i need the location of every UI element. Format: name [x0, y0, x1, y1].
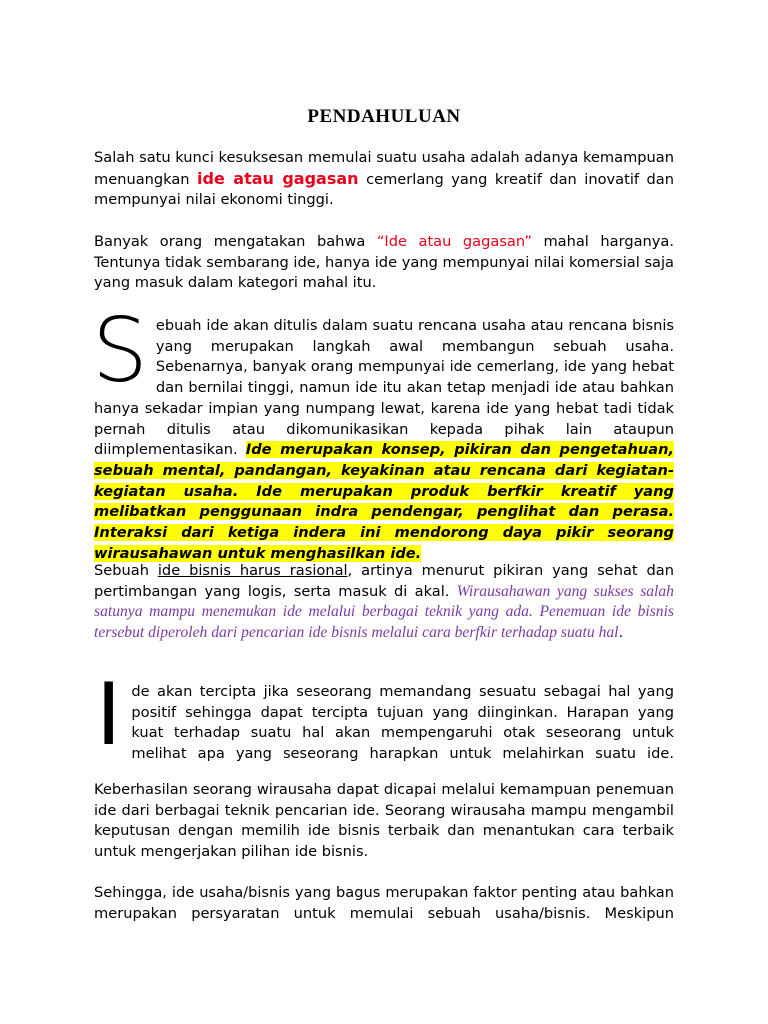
underlined-phrase: ide bisnis harus rasional — [157, 562, 348, 579]
paragraph-intro-text-end: cemerlang yang kreatif dan inovatif dan mempunyai nilai ekonomi tinggi. — [94, 170, 674, 209]
drop-cap-s: S — [92, 299, 148, 402]
purple-italic-phrase: Wirausahawan yang sukses salah satunya mampu menemukan ide melalui berbagai teknik yang ada. Penemuan ide bisnis tersebut diperoleh dari pencarian ide bisnis melalui cara berfkir terhadap suatu hal — [94, 582, 674, 642]
paragraph-rational-text: Sebuah — [94, 562, 158, 579]
paragraph-success — [94, 780, 674, 863]
paragraph-success-text: Keberhasilan seorang wirausaha dapat dicapai melalui kemampuan penemuan ide dari berbagai teknik pencarian ide. Seorang wirausaha mampu mengambil keputusan dengan memilih ide bisnis terbaik dan menantukan cara terbaik untuk mengerjakan pilihan ide bisnis. — [94, 781, 674, 861]
paragraph-conclusion-text: Sehingga, ide usaha/bisnis yang bagus merupakan faktor penting atau bahkan merupakan persyaratan untuk memulai sebuah usaha/bisnis. Meskipun — [94, 884, 674, 922]
red-bold-phrase: ide atau gagasan — [197, 168, 359, 188]
paragraph-value-text: Banyak orang mengatakan bahwa — [94, 233, 377, 250]
highlighted-definition: Ide merupakan konsep, pikiran dan pengetahuan, sebuah mental, pandangan, keyakinan atau rencana dari kegiatan-kegiatan usaha. Ide merupakan produk berfkir kreatif yang melibatkan penggunaan indra pendengar, penglihat dan perasa. Interaksi dari ketiga indera ini mendorong daya pikir seorang wirausahawan untuk menghasilkan ide. — [94, 441, 675, 562]
paragraph-value — [94, 232, 674, 294]
paragraph-rational-text-end: . — [618, 624, 624, 642]
paragraph-rational-text-middle: , artinya menurut pikiran yang sehat dan pertimbangan yang logis, serta masuk di akal. — [94, 562, 674, 600]
paragraph-value-text-end: mahal harganya. Tentunya tidak sembarang ide, hanya ide yang mempunyai nilai komersial saja yang masuk dalam kategori mahal itu. — [94, 233, 675, 292]
paragraph-positive-mind-text: de akan tercipta jika seseorang memandang sesuatu sebagai hal yang positif sehingga dapat tercipta tujuan yang diinginkan. Harapan yang kuat terhadap suatu hal akan mempengaruhi otak seseorang untuk melihat apa yang seseorang harapkan untuk melahirkan suatu ide. — [131, 683, 674, 763]
paragraph-intro — [94, 148, 674, 211]
paragraph-conclusion — [94, 883, 674, 924]
paragraph-business-plan-text: ebuah ide akan ditulis dalam suatu rencana usaha atau rencana bisnis yang merupakan langkah awal membangun sebuah usaha. Sebenarnya, banyak orang mempunyai ide cemerlang, ide yang hebat dan bernilai tinggi, namun ide itu akan tetap menjadi ide atau bahkan hanya sekadar impian yang numpang lewat, karena ide yang hebat tadi tidak pernah ditulis atau dikomunikasikan kepada pihak lain ataupun diimplementasikan. — [94, 317, 674, 459]
paragraph-intro-text: Salah satu kunci kesuksesan memulai suatu usaha adalah adanya kemampuan menuangkan — [94, 149, 674, 188]
red-quoted-phrase: “Ide atau gagasan” — [376, 233, 532, 250]
paragraph-business-plan — [92, 299, 675, 564]
page-title: PENDAHULUAN — [307, 106, 461, 127]
paragraph-positive-mind — [94, 665, 674, 765]
drop-cap-i: I — [96, 665, 122, 765]
paragraph-rational-idea — [94, 561, 674, 644]
